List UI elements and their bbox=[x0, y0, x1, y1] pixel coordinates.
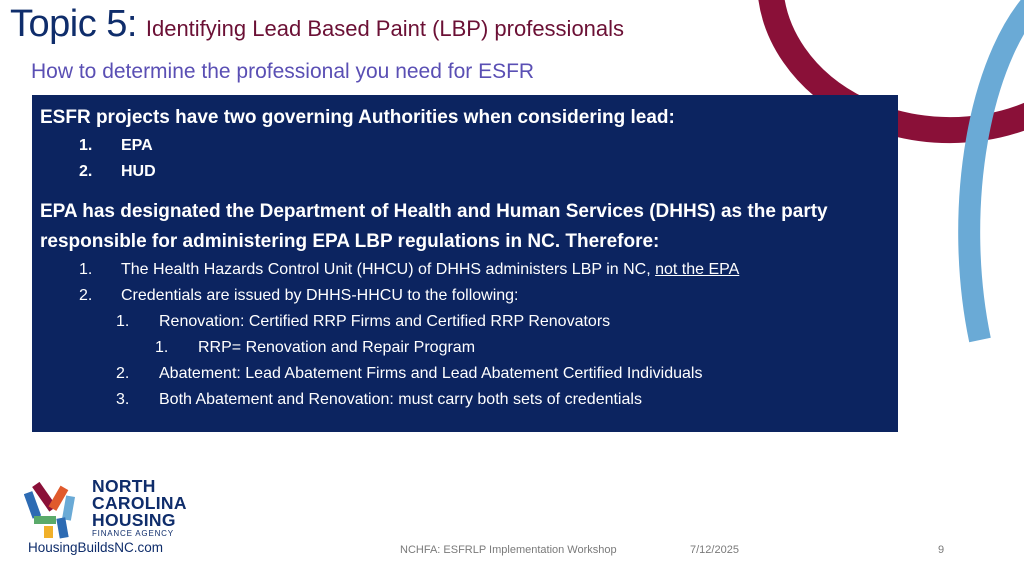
list-text: HUD bbox=[121, 163, 156, 180]
logo-line: HOUSING bbox=[92, 510, 176, 530]
list-item bbox=[40, 283, 890, 309]
not-epa-link[interactable]: not the EPA bbox=[655, 261, 740, 278]
logo-wordmark bbox=[92, 478, 187, 529]
list-number: 2. bbox=[79, 163, 93, 180]
authorities-heading: ESFR projects have two governing Authorities when considering lead: bbox=[40, 107, 675, 128]
list-number: 1. bbox=[79, 261, 93, 278]
slide-title bbox=[10, 2, 624, 51]
title-topic: Topic 5: bbox=[10, 3, 137, 45]
list-text: Abatement: Lead Abatement Firms and Lead Abatement Certified Individuals bbox=[159, 365, 703, 382]
list-text: The Health Hazards Control Unit (HHCU) of DHHS administers LBP in NC, bbox=[121, 261, 656, 278]
list-text: RRP= Renovation and Repair Program bbox=[198, 339, 476, 356]
footer-workshop: NCHFA: ESFRLP Implementation Workshop bbox=[400, 544, 617, 556]
nchfa-logo-icon bbox=[24, 478, 88, 540]
list-number: 1. bbox=[155, 339, 169, 356]
dhhs-heading: EPA has designated the Department of Health and Human Services (DHHS) as the party responsible for administering EPA LBP regulations in NC. Therefore: bbox=[40, 201, 828, 252]
list-number: 2. bbox=[116, 365, 130, 382]
list-text: Renovation: Certified RRP Firms and Certified RRP Renovators bbox=[159, 313, 611, 330]
footer-page-number: 9 bbox=[938, 544, 945, 556]
content-panel bbox=[32, 95, 898, 432]
list-number: 2. bbox=[79, 287, 93, 304]
list-text: Both Abatement and Renovation: must carry both sets of credentials bbox=[159, 391, 642, 408]
list-text: Credentials are issued by DHHS-HHCU to the following: bbox=[121, 287, 519, 304]
footer-date: 7/12/2025 bbox=[690, 544, 739, 556]
website-url: HousingBuildsNC.com bbox=[28, 540, 164, 555]
list-item bbox=[40, 335, 890, 361]
logo-line: CAROLINA bbox=[92, 493, 187, 513]
list-number: 1. bbox=[79, 137, 93, 154]
list-item bbox=[40, 133, 890, 159]
logo-agency: FINANCE AGENCY bbox=[92, 529, 174, 538]
list-number: 3. bbox=[116, 391, 130, 408]
list-number: 1. bbox=[116, 313, 130, 330]
title-subject: Identifying Lead Based Paint (LBP) professionals bbox=[145, 16, 625, 41]
list-item bbox=[40, 257, 890, 283]
list-item bbox=[40, 387, 890, 413]
slide-subtitle: How to determine the professional you need for ESFR bbox=[31, 60, 535, 83]
blue-arc bbox=[969, 0, 1024, 340]
list-item bbox=[40, 361, 890, 387]
list-text: EPA bbox=[121, 137, 153, 154]
list-item bbox=[40, 309, 890, 335]
logo-line: NORTH bbox=[92, 476, 156, 496]
list-item bbox=[40, 159, 890, 185]
